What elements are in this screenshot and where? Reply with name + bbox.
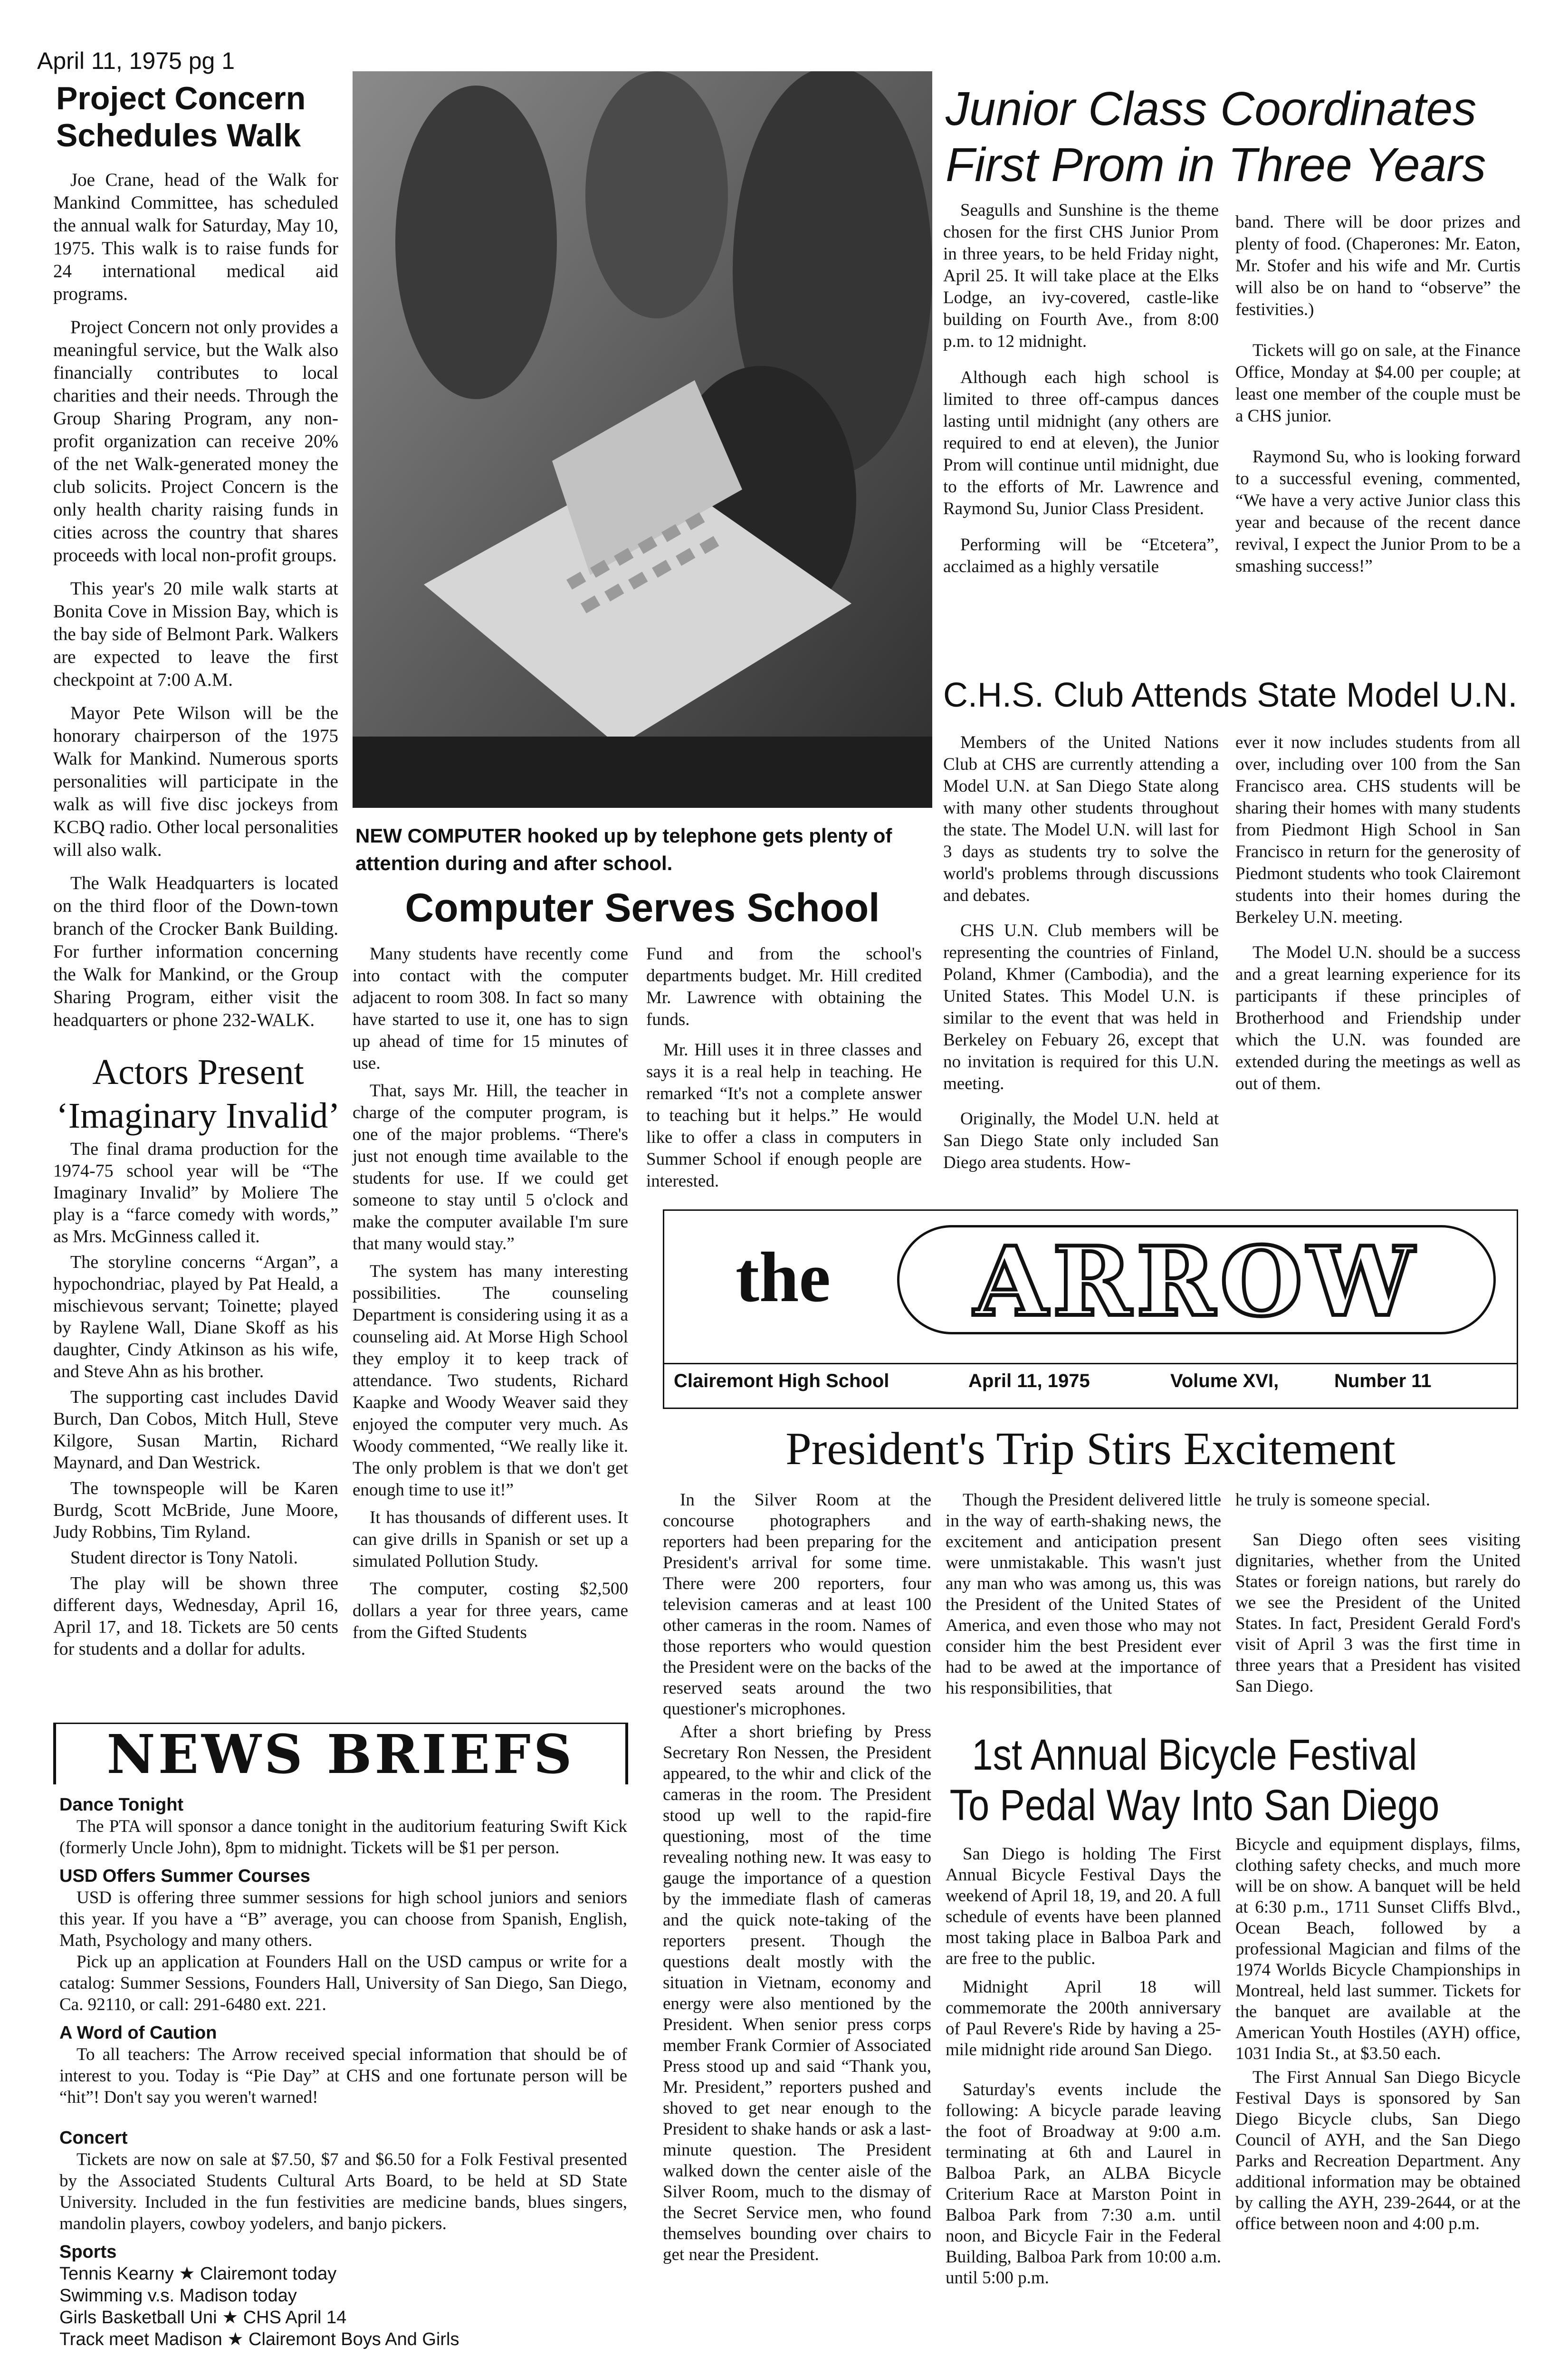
news-brief-text: Pick up an application at Founders Hall on the USD campus or write for a catalog: Summer Sessions, Founders Hall, University of San Diego, San Diego, Ca. 92110, or call: 291-6480 ext. 221.	[59, 1952, 627, 2014]
computer-paragraph: The system has many interesting possibilities. The counseling Department is considering using it as a counseling aid. At Morse High School they employ it to keep track of attendance. Two students, Richard Kaapke and Woody Weaver said they enjoyed the computer very much. As Woody commented, “We really like it. The only problem is that we don't get enough time to use it!”	[353, 1262, 628, 1500]
bicycle-paragraph: Saturday's events include the following: A bicycle parade leaving the foot of Broadway at 9:00 a.m. terminating at 6th and Laurel in Balboa Park, an ALBA Bicycle Criterium Race at Marston Point in Balboa Park from 7:30 a.m. until noon, and Bicycle Fair in the Federal Building, Balboa Park from 10:00 a.m. until 5:00 p.m.	[946, 2080, 1221, 2288]
prom-paragraph: Tickets will go on sale, at the Finance Office, Monday at $4.00 per couple; at least one member of the couple must be a CHS junior.	[1235, 341, 1520, 426]
computer-paragraph: Many students have recently come into contact with the computer adjacent to room 308. In fact so many have started to use it, one has to sign up ahead of time for 15 minutes of use.	[353, 944, 628, 1073]
news-briefs-banner	[53, 1723, 628, 1784]
actors-paragraph: The play will be shown three different days, Wednesday, April 16, April 17, and 18. Tickets are 50 cents for students and a dollar for adults.	[53, 1573, 338, 1659]
computer-col1	[353, 943, 628, 1649]
actors-body	[53, 1138, 338, 1664]
actors-paragraph: The townspeople will be Karen Burdg, Scott McBride, June Moore, Judy Robbins, Tim Ryland.	[53, 1478, 338, 1542]
bicycle-paragraph: The First Annual San Diego Bicycle Festival Days is sponsored by San Diego Bicycle clubs, San Diego Council of AYH, and the San Diego Parks and Recreation Department. Any additional information may be obtained by calling the AYH, 239-2644, or at the office between noon and 4:00 p.m.	[1235, 2068, 1520, 2233]
sports-item: Girls Basketball Uni ★ CHS April 14	[59, 2308, 347, 2328]
news-briefs-title: NEWS BRIEFS	[106, 1724, 575, 1786]
model-un-headline: C.H.S. Club Attends State Model U.N.	[943, 676, 1518, 714]
project-concern-paragraph: Joe Crane, head of the Walk for Mankind Committee, has scheduled the annual walk for Saturday, May 10, 1975. This walk is to raise funds for 24 international medical aid programs.	[53, 170, 338, 304]
model-un-col1	[943, 732, 1219, 1184]
actors-paragraph: Student director is Tony Natoli.	[70, 1548, 298, 1568]
president-paragraph: San Diego often sees visiting dignitaries, whether from the United States or foreign nations, but rarely do we see the President of the United States. In fact, President Gerald Ford's visit of April 3 was the first time in three years that a President has visited San Diego.	[1235, 1530, 1520, 1696]
prom-headline	[946, 81, 1525, 193]
president-col3	[1235, 1490, 1520, 1707]
president-headline: President's Trip Stirs Excitement	[785, 1423, 1396, 1475]
president-paragraph: After a short briefing by Press Secretary Ron Nessen, the President appeared, to the whir and click of the cameras in the room. The President stood up well to the rapid-fire questioning, most of the time revealing nothing new. It was easy to gauge the importance of a question by the immediate flash of cameras and the quick note-taking of the reporters present. Though the questions dealt mostly with the situation in Vietnam, economy and energy were also mentioned by the President. When senior press corps member Frank Cormier of Associated Press stood up and said “Thank you, Mr. President,” reporters pushed and shoved to get near enough to the President to shake hands or ask a last-minute question. The President walked down the center aisle of the Silver Room, much to the dismay of the Secret Service men, who found themselves bounding over chairs to get near the President.	[663, 1722, 931, 2264]
news-brief-title: A Word of Caution	[59, 2023, 217, 2043]
computer-paragraph: Mr. Hill uses it in three classes and says it is a real help in teaching. He remarked “It's not a complete answer to teaching but it helps.” He would like to offer a class in computers in Summer School if enough people are interested.	[646, 1040, 922, 1191]
masthead-school: Clairemont High School	[674, 1370, 889, 1391]
actors-headline	[53, 1050, 343, 1138]
news-brief-concert	[59, 2127, 627, 2234]
masthead	[663, 1209, 1518, 1409]
masthead-logo	[897, 1225, 1496, 1334]
prom-headline-line1: Junior Class Coordinates	[946, 82, 1477, 135]
masthead-date: April 11, 1975	[968, 1370, 1090, 1391]
news-brief-text: Tickets are now on sale at $7.50, $7 and $6.50 for a Folk Festival presented by the Associated Students Cultural Arts Board, to be held at SD State University. Included in the fun festivities are medicine bands, blues singers, mandolin players, cowboy yodelers, and banjo pickers.	[59, 2150, 627, 2233]
actors-headline-line2: ‘Imaginary Invalid’	[56, 1096, 340, 1136]
president-paragraph: Though the President delivered little in the way of earth-shaking news, the excitement and anticipation present were unmistakable. This wasn't just any man who was among us, this was the President of the United States of America, and even those who may not consider him the best President ever had to be awed at the importance of his responsibilities, that	[946, 1490, 1221, 1698]
masthead-number: Number 11	[1334, 1370, 1432, 1391]
news-brief-usd	[59, 1865, 627, 2015]
page-label: April 11, 1975 pg 1	[37, 48, 235, 74]
president-paragraph: he truly is someone special.	[1235, 1490, 1430, 1510]
news-brief-dance	[59, 1794, 627, 1859]
prom-paragraph: band. There will be door prizes and plenty of food. (Chaperones: Mr. Eaton, Mr. Stofer and his wife and Mr. Curtis will also be on hand to “observe” the festivities.)	[1235, 212, 1520, 319]
president-paragraph: In the Silver Room at the concourse photographers and reporters had been preparing for the President's arrival for some time. There were 200 reporters, four television cameras and at least 100 other cameras in the room. Names of those reporters who would question the President were on the backs of the reserved seats around the two questioner's microphones.	[663, 1490, 931, 1719]
sports-item: Tennis Kearny ★ Clairemont today	[59, 2264, 337, 2284]
sports-item: Track meet Madison ★ Clairemont Boys And Girls	[59, 2329, 459, 2349]
sports-title: Sports	[59, 2242, 117, 2262]
computer-photo-image	[353, 71, 932, 808]
news-brief-text: The PTA will sponsor a dance tonight in the auditorium featuring Swift Kick (formerly Uncle John), 8pm to midnight. Tickets will be $1 per person.	[59, 1817, 627, 1858]
sports-list	[59, 2263, 627, 2350]
computer-photo	[353, 71, 932, 808]
model-un-col2	[1235, 732, 1520, 1105]
bicycle-headline-line2: To Pedal Way Into San Diego	[949, 1781, 1440, 1830]
bicycle-paragraph: Midnight April 18 will commemorate the 200th anniversary of Paul Revere's Ride by having a 25-mile midnight ride around San Diego.	[946, 1977, 1221, 2060]
news-brief-text: USD is offering three summer sessions for high school juniors and seniors this year. If you have a “B” average, you can choose from Spanish, English, Math, Psychology and many others.	[59, 1888, 627, 1950]
actors-paragraph: The supporting cast includes David Burch, Dan Cobos, Mitch Hull, Steve Kilgore, Susan Martin, Richard Maynard, and Dan Westrick.	[53, 1387, 338, 1473]
news-brief-sports	[59, 2241, 627, 2350]
project-concern-paragraph: Mayor Pete Wilson will be the honorary chairperson of the 1975 Walk for Mankind. Numerous sports personalities will participate in the walk as will five disc jockeys from KCBQ radio. Other local personalities will also walk.	[53, 703, 338, 860]
computer-headline: Computer Serves School	[405, 885, 880, 930]
computer-paragraph: The computer, costing $2,500 dollars a year for three years, came from the Gifted Students	[353, 1579, 628, 1642]
computer-paragraph: It has thousands of different uses. It can give drills in Spanish or set up a simulated Pollution Study.	[353, 1508, 628, 1571]
masthead-bar	[664, 1363, 1517, 1364]
prom-paragraph: Seagulls and Sunshine is the theme chosen for the first CHS Junior Prom in three years, to be held Friday night, April 25. It will take place at the Elks Lodge, an ivy-covered, castle-like building on Fourth Ave., from 8:00 p.m. to 12 midnight.	[943, 201, 1219, 351]
news-brief-caution	[59, 2022, 627, 2108]
prom-col1	[943, 200, 1219, 588]
model-un-paragraph: The Model U.N. should be a success and a great learning experience for its participants if these principles of Brotherhood and Friendship under which the U.N. was founded are extended during the meetings as well as out of them.	[1235, 943, 1520, 1093]
prom-paragraph: Raymond Su, who is looking forward to a successful evening, commented, “We have a very active Junior class this year and because of the recent dance revival, I expect the Junior Prom to be a smashing success!”	[1235, 447, 1520, 576]
news-brief-text: To all teachers: The Arrow received special information that should be of interest to you. Today is “Pie Day” at CHS and one fortunate person will be “hit”! Don't say you weren't warned!	[59, 2045, 627, 2107]
prom-paragraph: Although each high school is limited to three off-campus dances lasting until midnight (any others are required to end at eleven), the Junior Prom will continue until midnight, due to the efforts of Mr. Lawrence and Raymond Su, Junior Class President.	[943, 368, 1219, 518]
computer-paragraph: That, says Mr. Hill, the teacher in charge of the computer program, is one of the major problems. “There's just not enough time available to the students for use. If we could get someone to stay until 5 o'clock and make the computer available I'm sure that many would stay.”	[353, 1081, 628, 1254]
prom-col2	[1235, 211, 1520, 588]
model-un-paragraph: CHS U.N. Club members will be representing the countries of Finland, Poland, Khmer (Cambodia), and the United States. This Model U.N. is similar to the event that was held in Berkeley on Febuary 26, except that no invitation is required for this U.N. meeting.	[943, 921, 1219, 1093]
actors-paragraph: The final drama production for the 1974-75 school year will be “The Imaginary Invalid” by Moliere The play is a “farce comedy with words,” as Mrs. McGinness called it.	[53, 1139, 338, 1246]
sports-item: Swimming v.s. Madison today	[59, 2286, 297, 2306]
project-concern-paragraph: This year's 20 mile walk starts at Bonita Cove in Mission Bay, which is the bay side of Belmont Park. Walkers are expected to leave the first checkpoint at 7:00 A.M.	[53, 578, 338, 690]
computer-col2	[646, 943, 922, 1203]
news-brief-title: Dance Tonight	[59, 1795, 184, 1815]
photo-caption: NEW COMPUTER hooked up by telephone gets plenty of attention during and after school.	[355, 824, 892, 874]
project-concern-body	[53, 169, 338, 1042]
project-concern-paragraph: The Walk Headquarters is located on the third floor of the Down-town branch of the Crocker Bank Building. For further information concerning the Walk for Mankind, or the Group Sharing Program, either visit the headquarters or phone 232-WALK.	[53, 873, 338, 1030]
prom-headline-line2: First Prom in Three Years	[946, 138, 1486, 192]
bicycle-headline	[943, 1730, 1446, 1830]
project-concern-paragraph: Project Concern not only provides a meaningful service, but the Walk also financially contributes to local charities and their needs. Through the Group Sharing Program, any non-profit organization can receive 20% of the net Walk-generated money the club solicits. Project Concern is the only health charity raising funds in cities across the country that shares proceeds with local non-profit groups.	[53, 317, 338, 565]
bicycle-col2	[1235, 1834, 1520, 2245]
president-col1	[663, 1490, 931, 2276]
project-concern-headline: Project Concern Schedules Walk	[56, 80, 306, 153]
computer-paragraph: Fund and from the school's departments budget. Mr. Hill credited Mr. Lawrence with obtaining the funds.	[646, 944, 922, 1029]
masthead-name: ARROW	[974, 1226, 1419, 1334]
bicycle-col1	[946, 1844, 1221, 2299]
bicycle-paragraph: Bicycle and equipment displays, films, clothing safety checks, and much more will be on show. A banquet will be held at 6:30 p.m., 1711 Sunset Cliffs Blvd., Ocean Beach, followed by a professional Magician and films of the 1974 Worlds Bicycle Championships in Montreal, held last summer. Tickets for the banquet are available at the American Youth Hostiles (AYH) office, 1031 India St., at $3.50 each.	[1235, 1835, 1520, 2063]
model-un-paragraph: Members of the United Nations Club at CHS are currently attending a Model U.N. at San Diego State along with many other students throughout the state. The Model U.N. will last for 3 days as students try to solve the world's problems through discussions and debates.	[943, 733, 1219, 905]
masthead-volume: Volume XVI,	[1170, 1370, 1279, 1391]
bicycle-paragraph: San Diego is holding The First Annual Bicycle Festival Days the weekend of April 18, 19, and 20. A full schedule of events have been planned most taking place in Balboa Park and are free to the public.	[946, 1844, 1221, 1968]
prom-paragraph: Performing will be “Etcetera”, acclaimed as a highly versatile	[943, 535, 1219, 576]
model-un-paragraph: Originally, the Model U.N. held at San Diego State only included San Diego area students. How-	[943, 1109, 1219, 1172]
bicycle-headline-line1: 1st Annual Bicycle Festival	[972, 1731, 1417, 1779]
model-un-paragraph: ever it now includes students from all over, including over 100 from the San Francisco area. CHS students will be sharing their homes with many students from Piedmont High School in San Francisco in return for the generosity of Piedmont students who took Clairemont students into their homes during the Berkeley U.N. meeting.	[1235, 733, 1520, 927]
actors-paragraph: The storyline concerns “Argan”, a hypochondriac, played by Pat Heald, a mischievous servant; Toinette; played by Raylene Wall, Diane Skoff as his daughter, Cindy Atkinson as his wife, and Steve Ahn as his brother.	[53, 1252, 338, 1381]
news-brief-title: USD Offers Summer Courses	[59, 1866, 310, 1886]
masthead-the: the	[736, 1238, 831, 1317]
president-col2	[946, 1490, 1221, 1709]
news-brief-title: Concert	[59, 2128, 128, 2148]
news-briefs-body	[59, 1789, 627, 2350]
actors-headline-line1: Actors Present	[92, 1052, 304, 1092]
